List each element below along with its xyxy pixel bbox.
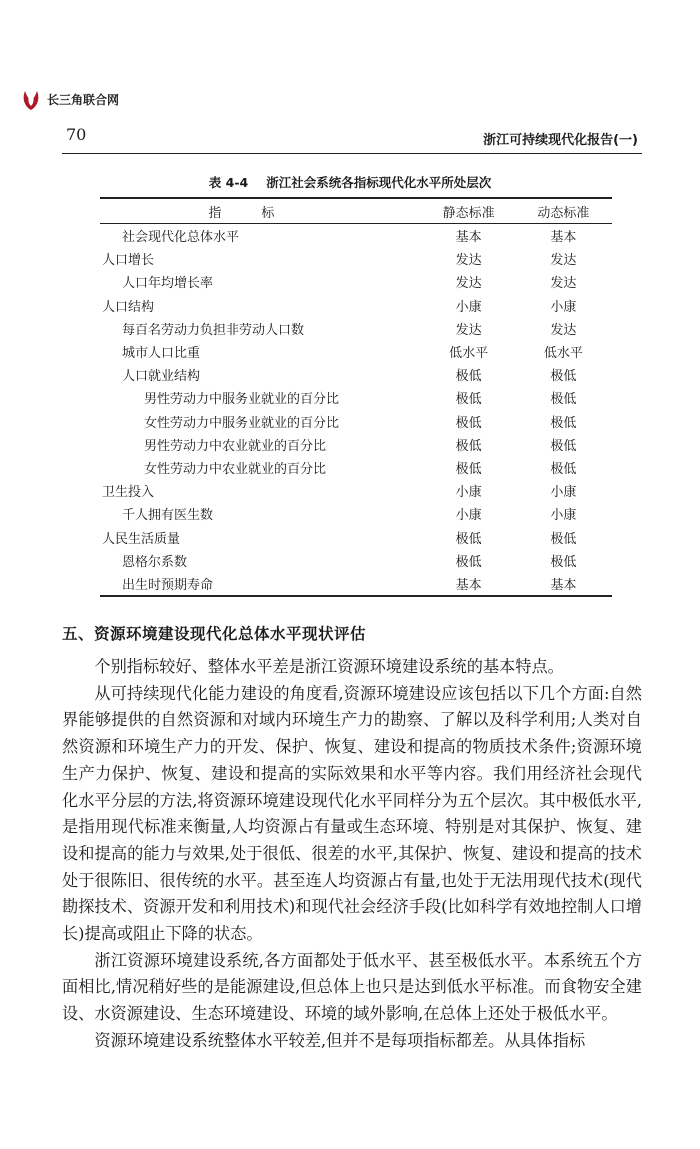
dynamic-level-cell: 极低 xyxy=(550,461,577,477)
table-row xyxy=(100,525,612,548)
indicator-cell: 男性劳动力中农业就业的百分比 xyxy=(144,438,327,454)
static-level-cell: 发达 xyxy=(455,322,482,338)
static-level-cell: 小康 xyxy=(455,508,482,524)
paragraph: 从可持续现代化能力建设的角度看,资源环境建设应该包括以下几个方面:自然界能够提供的自然资源和对域内环境生产力的勘察、了解以及科学利用;人类对自然资源和环境生产力的开发、保护、恢复、建设和提高的物质技术条件;资源环境生产力保护、恢复、建设和提高的实际效果和水平等内容。我们用经济社会现代化水平分层的方法,将资源环境建设现代化水平同样分为五个层次。其中极低水平,是指用现代标准来衡量,人均资源占有量或生态环境、特别是对其保护、恢复、建设和提高的能力与效果,处于很低、很差的水平,其保护、恢复、建设和提高的技术处于很陈旧、很传统的水平。甚至连人均资源占有量,也处于无法用现代技术(现代勘探技术、资源开发和利用技术)和现代社会经济手段(比如科学有效地控制人口增长)提高或阻止下降的状态。 xyxy=(62,683,642,944)
indicator-cell: 千人拥有医生数 xyxy=(122,508,214,524)
indicator-cell: 出生时预期寿命 xyxy=(122,577,214,593)
table-row xyxy=(100,410,612,433)
static-level-cell: 极低 xyxy=(455,392,482,408)
dynamic-level-cell: 极低 xyxy=(550,554,577,570)
logo-flame-icon xyxy=(18,86,44,112)
indicator-cell: 人民生活质量 xyxy=(102,531,181,547)
static-level-cell: 极低 xyxy=(455,415,482,431)
indicator-cell: 人口增长 xyxy=(102,253,155,269)
static-level-cell: 极低 xyxy=(455,369,482,385)
indicator-cell: 女性劳动力中服务业就业的百分比 xyxy=(144,415,340,431)
table-title: 浙江社会系统各指标现代化水平所处层次 xyxy=(266,175,492,190)
static-level-cell: 基本 xyxy=(455,577,482,593)
static-level-cell: 低水平 xyxy=(449,346,489,362)
table-row xyxy=(100,433,612,456)
header-dynamic: 动态标准 xyxy=(537,205,590,221)
table-number: 表 4-4 xyxy=(208,175,249,190)
static-level-cell: 极低 xyxy=(455,438,482,454)
paragraph: 资源环境建设系统整体水平较差,但并不是每项指标都差。从具体指标 xyxy=(94,1030,586,1050)
static-level-cell: 极低 xyxy=(455,554,482,570)
table-header-row xyxy=(100,198,612,224)
dynamic-level-cell: 发达 xyxy=(550,322,577,338)
table-row xyxy=(100,317,612,340)
table-row xyxy=(100,479,612,502)
table-row xyxy=(100,363,612,386)
dynamic-level-cell: 极低 xyxy=(550,369,577,385)
static-level-cell: 极低 xyxy=(455,531,482,547)
table-row xyxy=(100,456,612,479)
dynamic-level-cell: 低水平 xyxy=(543,346,583,362)
static-level-cell: 小康 xyxy=(455,485,482,501)
dynamic-level-cell: 小康 xyxy=(550,508,577,524)
table-caption xyxy=(0,173,700,191)
indicator-cell: 社会现代化总体水平 xyxy=(122,230,240,246)
paragraph: 个别指标较好、整体水平差是浙江资源环境建设系统的基本特点。 xyxy=(94,657,564,676)
dynamic-level-cell: 极低 xyxy=(550,531,577,547)
table-row xyxy=(100,340,612,363)
dynamic-level-cell: 基本 xyxy=(550,577,577,593)
page-number: 70 xyxy=(66,125,87,144)
body-text xyxy=(62,654,642,1055)
dynamic-level-cell: 小康 xyxy=(550,485,577,501)
table-row xyxy=(100,502,612,525)
indicator-cell: 卫生投入 xyxy=(102,485,155,501)
indicator-cell: 人口结构 xyxy=(102,299,155,315)
table-row xyxy=(100,224,612,248)
static-level-cell: 基本 xyxy=(455,230,482,246)
indicator-cell: 每百名劳动力负担非劳动人口数 xyxy=(122,322,305,338)
header-static: 静态标准 xyxy=(442,205,495,221)
running-title: 浙江可持续现代化报告(一) xyxy=(483,133,638,148)
static-level-cell: 小康 xyxy=(455,299,482,315)
dynamic-level-cell: 极低 xyxy=(550,438,577,454)
static-level-cell: 发达 xyxy=(455,253,482,269)
table-body xyxy=(100,224,612,597)
static-level-cell: 极低 xyxy=(455,461,482,477)
indicator-cell: 人口年均增长率 xyxy=(122,276,214,292)
dynamic-level-cell: 发达 xyxy=(550,276,577,292)
dynamic-level-cell: 极低 xyxy=(550,392,577,408)
dynamic-level-cell: 小康 xyxy=(550,299,577,315)
dynamic-level-cell: 基本 xyxy=(550,230,577,246)
indicator-cell: 城市人口比重 xyxy=(122,346,201,362)
site-logo xyxy=(18,86,119,112)
section-heading: 五、资源环境建设现代化总体水平现状评估 xyxy=(62,625,367,643)
logo-text: 长三角联合网 xyxy=(47,92,120,107)
indicator-cell: 男性劳动力中服务业就业的百分比 xyxy=(144,392,340,408)
table-row xyxy=(100,270,612,293)
table-row xyxy=(100,572,612,596)
header-rule xyxy=(62,153,642,154)
table-row xyxy=(100,549,612,572)
dynamic-level-cell: 发达 xyxy=(550,253,577,269)
static-level-cell: 发达 xyxy=(455,276,482,292)
indicator-table xyxy=(100,197,612,597)
paragraph: 浙江资源环境建设系统,各方面都处于低水平、甚至极低水平。本系统五个方面相比,情况稍好些的是能源建设,但总体上也只是达到低水平标准。而食物安全建设、水资源建设、生态环境建设、环境的域外影响,在总体上还处于极低水平。 xyxy=(62,950,642,1024)
table-row xyxy=(100,386,612,409)
table-row xyxy=(100,294,612,317)
indicator-cell: 恩格尔系数 xyxy=(122,554,188,570)
indicator-cell: 女性劳动力中农业就业的百分比 xyxy=(144,461,327,477)
indicator-cell: 人口就业结构 xyxy=(122,369,201,385)
header-indicator: 指标 xyxy=(208,205,315,221)
dynamic-level-cell: 极低 xyxy=(550,415,577,431)
table-row xyxy=(100,247,612,270)
